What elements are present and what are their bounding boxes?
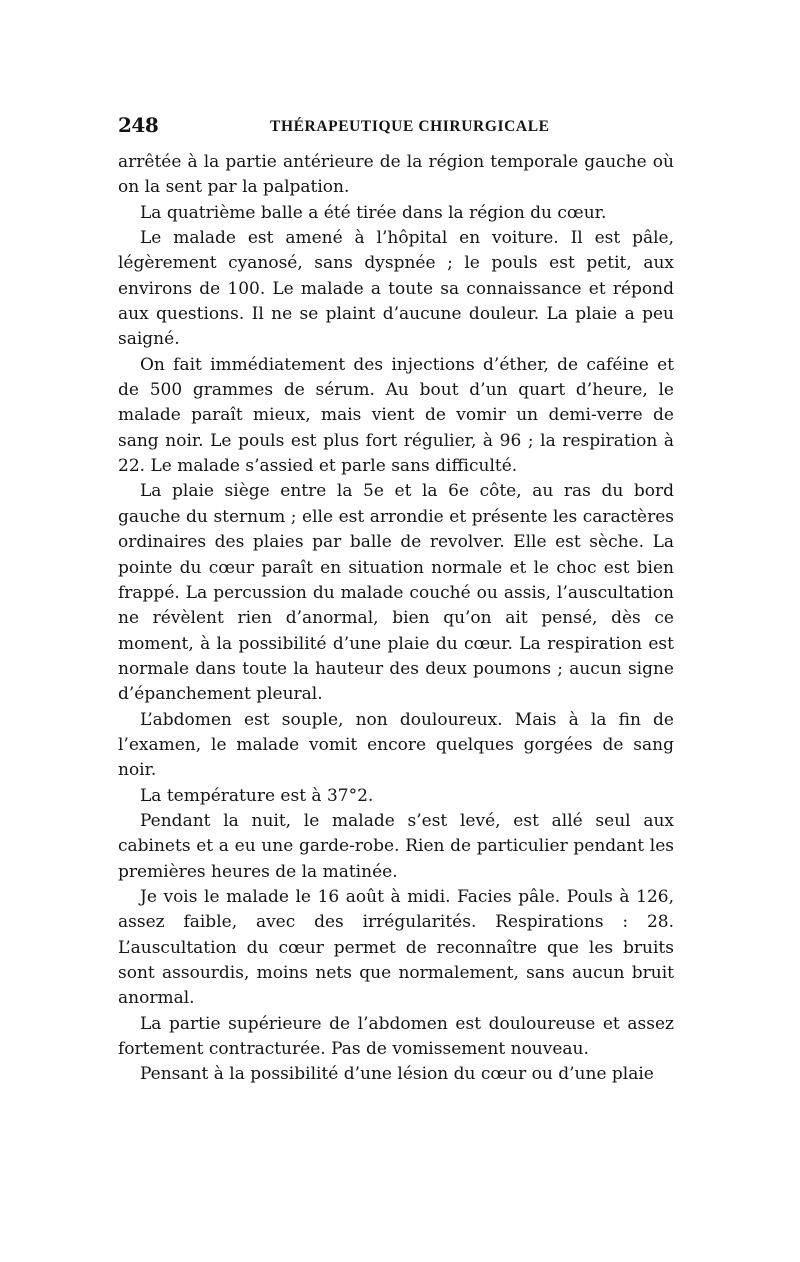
paragraph: Le malade est amené à l’hôpital en voiture. Il est pâle, légèrement cyanosé, sans dyspnée ; le pouls est petit, aux environs de 100. Le malade a toute sa connaissance et répond aux questions. Il ne se plaint d’aucune douleur. La plaie a peu saigné.	[118, 228, 674, 350]
paragraph: On fait immédiatement des injections d’éther, de caféine et de 500 grammes de sérum. Au bout d’un quart d’heure, le malade paraît mieux, mais vient de vomir un demi-verre de sang noir. Le pouls est plus fort régulier, à 96 ; la respiration à 22. Le malade s’assied et parle sans difficulté.	[118, 354, 674, 477]
paragraph-continued: arrêtée à la partie antérieure de la région temporale gauche où on la sent par la palpation.	[118, 152, 674, 198]
paragraph: Pensant à la possibilité d’une lésion du cœur ou d’une plaie	[140, 1064, 654, 1085]
running-title: THÉRAPEUTIQUE CHIRURGICALE	[270, 118, 550, 135]
paragraph: L’abdomen est souple, non douloureux. Mais à la fin de l’examen, le malade vomit encore quelques gorgées de sang noir.	[118, 709, 674, 781]
body-text	[118, 150, 674, 1088]
paragraph: La température est à 37°2.	[140, 785, 374, 806]
paragraph: La partie supérieure de l’abdomen est douloureuse et assez fortement contracturée. Pas de vomissement nouveau.	[118, 1013, 674, 1060]
paragraph: La quatrième balle a été tirée dans la région du cœur.	[140, 202, 607, 223]
paragraph: La plaie siège entre la 5e et la 6e côte, au ras du bord gauche du sternum ; elle est arrondie et présente les caractères ordinaires des plaies par balle de revolver. Elle est sèche. La pointe du cœur paraît en situation normale et le choc est bien frappé. La percussion du malade couché ou assis, l’auscultation ne révèlent rien d’anormal, bien qu’on ait pensé, dès ce moment, à la possibilité d’une plaie du cœur. La respiration est normale dans toute la hauteur des deux poumons ; aucun signe d’épanchement pleural.	[118, 481, 674, 705]
page-header	[118, 113, 678, 143]
page-number: 248	[118, 113, 159, 137]
paragraph: Je vois le malade le 16 août à midi. Facies pâle. Pouls à 126, assez faible, avec des irrégularités. Respirations : 28. L’auscultation du cœur permet de reconnaître que les bruits sont assourdis, moins nets que normalement, sans aucun bruit anormal.	[118, 886, 674, 1009]
paragraph: Pendant la nuit, le malade s’est levé, est allé seul aux cabinets et a eu une garde-robe. Rien de particulier pendant les premières heures de la matinée.	[118, 810, 674, 882]
